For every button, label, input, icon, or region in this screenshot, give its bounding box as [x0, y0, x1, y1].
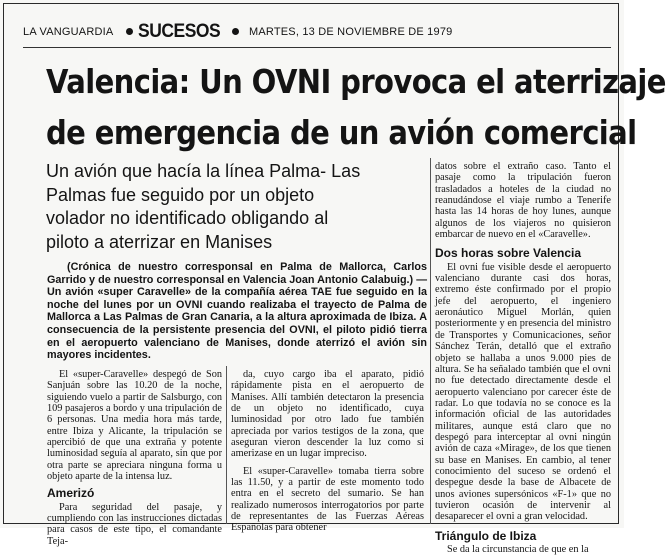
body-paragraph: El «super-Caravelle» despegó de Son Sanjuán sobre las 10.20 de la noche, siguiendo vuelo a partir de Salsburgo, con 109 pasajeros a bordo y una tripulación de 6 personas. Una media hora más tarde, entre Ibiza y Alicante, la tripulación se apercibió de que una extraña y potente luminosidad seguía al aparato, sin que por otra parte se apreciara ninguna forma u objeto aparte de la intensa luz. — [47, 369, 222, 483]
body-paragraph: El «super-Caravelle» tomaba tierra sobre las 11.50, y a partir de este momento todo entra en el secreto del sumario. Se han realizado numerosos interrogatorios por parte de representantes de las Fuerzas Aéreas Españolas para obtener — [231, 465, 424, 534]
lead-paragraph: (Crónica de nuestro corresponsal en Palma de Mallorca, Carlos Garrido y de nuestro corresponsal en Valencia Joan Antonio Calabuig.) — Un avión «super Caravelle» de la compañía aérea TAE fue seguido en la noche del lunes por un OVNI cuando realizaba el trayecto de Palma de Mallorca a Las Palmas de Gran Canaria, a la altura aproximada de Ibiza. A consecuencia de la persistente presencia del OVNI, el piloto pidió tierra en el aeropuerto valenciano de Manises, donde aterrizó el avión sin mayores incidentes. — [47, 261, 427, 362]
headline-line-2: de emergencia de un avión comercial — [46, 113, 637, 152]
body-paragraph: Se da la circunstancia de que en la — [447, 544, 589, 555]
publication-date: MARTES, 13 DE NOVIEMBRE DE 1979 — [249, 26, 453, 38]
column-divider — [226, 366, 227, 524]
separator-bullet — [126, 28, 133, 35]
subheadline-line: piloto a aterrizar en Manises — [46, 231, 273, 252]
body-paragraph: da, cuyo cargo iba el aparato, pidió rápidamente pista en el aeropuerto de Manises. Allí también detectaron la presencia de un objeto no identificado, cuya luminosidad por otro lado fue también apreciada por varios testigos de la zona, que aseguran vieron descender la luz como si amerizase en un lugar impreciso. — [231, 369, 424, 460]
section-subheading: Amerizó — [47, 486, 95, 501]
section-subheading: Triángulo de Ibiza — [435, 528, 537, 543]
subheadline-line: Palmas fue seguido por un objeto — [46, 184, 315, 205]
header-rule — [23, 47, 611, 48]
subheadline — [46, 160, 426, 254]
body-paragraph: El ovni fue visible desde el aeropuerto valenciano durante casi dos horas, extremo éste confirmado por el propio jefe del aeropuerto, el ingeniero aeronáutico Miguel Morlán, quien posteriormente y en presencia del ministro de Transportes y Comunicaciones, señor Sánchez Terán, detalló que el extraño objeto se hallaba a unos 9.000 pies de altura. Se ha señalado también que el ovni no fue detectado directamente desde el aeropuerto valenciano por carecer éste de radar. Lo que todavía no se conoce es la información oficial de las autoridades militares, aunque está claro que no despegó para interceptar al ovni ningún avión de caza «Mirage», de los que tienen su base en Manises. En cambio, al tener conocimiento del suceso se ordenó el despegue desde la base de Albacete de unos aviones supersónicos «F-1» que no tuvieron ocasión de intervenir al desaparecer el ovni a gran velocidad. — [435, 261, 611, 523]
section-subheading: Dos horas sobre Valencia — [435, 246, 582, 261]
article-column-1 — [47, 369, 222, 547]
body-paragraph: datos sobre el extraño caso. Tanto el pasaje como la tripulación fueron trasladados a hoteles de la ciudad no reanudándose el viaje rumbo a Tenerife hasta las 14 horas de hoy lunes, aunque algunos de los viajeros no quisieron embarcar de nuevo en el «Caravelle». — [435, 161, 611, 241]
subheadline-line: volador no identificado obligando al — [46, 208, 329, 228]
subheadline-line: Un avión que hacía la línea Palma- Las — [46, 161, 361, 181]
body-paragraph: Para seguridad del pasaje, y cumpliendo con las instrucciones dictadas para casos de este tipo, el comandante Teja- — [47, 501, 222, 547]
headline-line-1: Valencia: Un OVNI provoca el aterrizaje — [46, 62, 666, 101]
article-column-3 — [435, 161, 611, 555]
article-column-2 — [231, 369, 424, 534]
separator-bullet — [232, 28, 239, 35]
column-divider — [430, 158, 431, 524]
newspaper-name: LA VANGUARDIA — [23, 26, 114, 38]
section-name: SUCESOS — [138, 21, 221, 42]
